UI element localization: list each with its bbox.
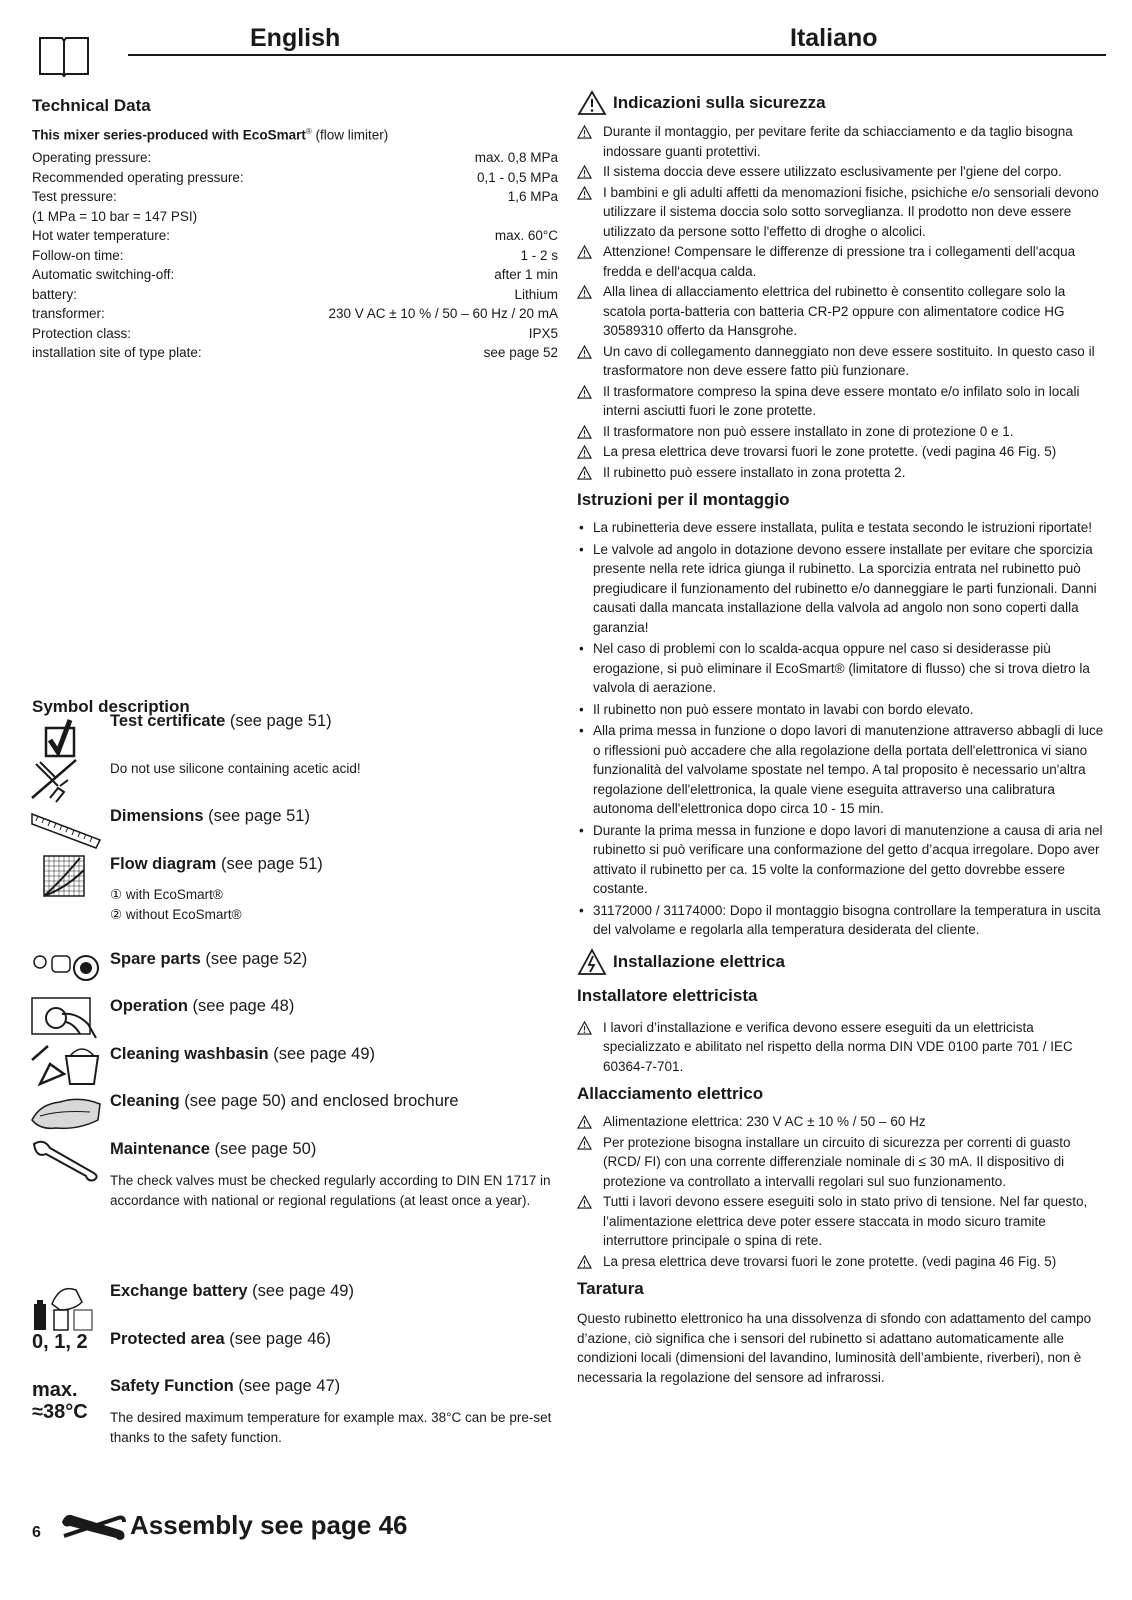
label-bold: Operation [110,997,188,1015]
cleaning-basin-label [110,1045,560,1064]
technical-data-table [32,148,558,363]
warning-item [577,342,1107,381]
assembly-instructions-list [577,518,1107,940]
warning-triangle-icon [577,245,592,259]
row-label: installation site of type plate: [32,345,202,360]
row-value: after 1 min [494,267,558,282]
warning-text: I bambini e gli adulti affetti da menomazioni fisiche, psichiche e/o sensoriali devono utilizzare il sistema doccia solo sotto sorveglianza. Il prodotto non deve essere utilizzato da persone sotto l'effetto di droghe o alcolici. [603,184,1099,239]
maintenance-note: The check valves must be checked regularly according to DIN EN 1717 in accordance with national or regional regulations (at least once a year). [110,1173,551,1208]
intro-registered: ® [305,127,312,136]
warning-text: Per protezione bisogna installare un circuito di sicurezza per correnti di guasto (RCD/ FI) con una corrente differenziale nominale di ≤ 30 mA. Il dispositivo di protezione va controllato a intervalli regolari sul suo funzionamento. [603,1134,1071,1189]
bullet-item: • Durante la prima messa in funzione e dopo lavori di manutenzione a causa di aria nel rubinetto si può verificare una conformazione del getto d’acqua irregolare. Dopo aver attivato il rubinetto per ca. 15 volte la conformazione del getto dovrebbe essere costante. [577,821,1107,899]
technical-data-intro [32,127,558,143]
language-heading-italian: Italiano [790,24,878,52]
row-label: Operating pressure: [32,150,152,165]
label-bold: Safety Function [110,1377,234,1395]
battery-exchange-icon [30,1280,102,1334]
label-bold: Protected area [110,1330,225,1348]
warning-text: La presa elettrica deve trovarsi fuori le zone protette. (vedi pagina 46 Fig. 5) [603,1253,1057,1269]
technical-data-row [32,343,558,363]
warning-text: Il trasformatore non può essere installato in zone di protezione 0 e 1. [603,423,1014,439]
bullet-item: • Nel caso di problemi con lo scalda-acqua oppure nel caso si desiderasse più erogazione, si può eliminare il EcoSmart® (limitatore di flusso) che si trova dietro la valvola di aerazione. [577,639,1107,698]
row-label: Follow-on time: [32,247,124,263]
technical-data-row [32,187,558,207]
label-bold: Test certificate [110,712,226,730]
electrical-heading [577,948,1107,976]
row-value: IPX5 [528,325,558,341]
protected-area-symbol: 0, 1, 2 [32,1331,88,1353]
technical-data-row [32,285,558,305]
row-value: 1 - 2 s [520,247,558,263]
row-label: Hot water temperature: [32,228,171,243]
safety-heading [577,90,1107,116]
safety-function-label [110,1377,560,1396]
warning-item [577,122,1107,161]
assembly-instructions-title: Istruzioni per il montaggio [577,490,790,509]
bullet-item: • Il rubinetto non può essere montato in lavabi con bordo elevato. [577,700,1107,720]
warning-text: Il trasformatore compreso la spina deve essere montato e/o infilato solo in locali interni asciutti fuori le zone protette. [603,383,1080,418]
technical-data-title: Technical Data [32,96,151,115]
maintenance-label [110,1140,560,1159]
operation-label [110,997,560,1016]
label-bold: Cleaning [110,1092,180,1110]
row-label: battery: [32,286,78,302]
row-value: 1,6 MPa [507,189,558,204]
technical-data-row [32,246,558,266]
warning-item [577,422,1107,442]
safety-symbol-max: max. [32,1379,78,1401]
label-bold: Spare parts [110,950,201,968]
warning-item [577,1018,1107,1077]
warning-triangle-icon [577,1115,592,1129]
warning-item [577,162,1107,182]
cleaning-cloth-icon [30,1090,102,1136]
warning-text: I lavori d’installazione e verifica devono essere eseguiti da un elettricista specializzato e abilitato nel rispetto della norma DIN VDE 0100 parte 701 / IEC 60364-7-701. [603,1019,1073,1074]
assembly-wrench-icon [60,1510,126,1546]
row-label: (1 MPa = 10 bar = 147 PSI) [32,208,198,224]
warning-triangle-icon [577,165,592,179]
bullet-item: • Alla prima messa in funzione o dopo lavori di manutenzione attraverso abbagli di luce o riflessioni può accadere che alla regolazione della portata dell'elettronica vi siano funzionalità del valvolame spostate nel tempo. A tal proposito è necessario un'altra regolazione dell'elettronica, la quale viene eseguita attraverso una calibratura autonoma dell'elettronica dopo circa 10 - 15 min. [577,721,1107,819]
warning-item [577,463,1107,483]
calibration-text: Questo rubinetto elettronico ha una dissolvenza di sfondo con adattamento del campo d’azione, ciò significa che i sensori del rubinetto si adattano automaticamente alle condizioni locali (dimensioni del lavandino, luminosità dell’ambiente, riverberi), non è necessaria la regolazione del sensore ad infrarossi. [577,1311,1092,1385]
warning-text: Durante il montaggio, per pevitare ferite da schiacciamento e da taglio bisogna indossare guanti protettivi. [603,124,1073,159]
label-ref: (see page 51) [225,712,332,730]
installer-title: Installatore elettricista [577,985,758,1005]
warning-item [577,1133,1107,1192]
warning-triangle-icon [577,425,592,439]
warning-item [577,1252,1107,1272]
dimensions-ruler-icon [30,804,102,850]
row-label: Automatic switching-off: [32,267,175,282]
label-ref: (see page 46) [224,1330,332,1348]
technical-data-row [32,324,558,344]
spare-parts-label [110,950,560,969]
silicone-gun-icon [30,758,102,804]
test-certificate-label [110,712,560,731]
label-ref: (see page 48) [187,997,295,1015]
label-ref: (see page 51) [216,855,323,873]
intro-rest: (flow limiter) [311,127,389,143]
electrical-title: Installazione elettrica [613,951,785,971]
warning-triangle-icon [577,385,592,399]
protected-area-label [110,1330,560,1349]
cleaning-basin-icon [30,1040,102,1086]
warning-item [577,242,1107,281]
label-bold: Cleaning washbasin [110,1045,269,1063]
technical-data-row [32,207,558,227]
warning-triangle-icon [577,445,592,459]
connection-title: Allacciamento elettrico [577,1084,764,1103]
cleaning-label [110,1092,560,1111]
safety-note: The desired maximum temperature for example max. 38°C can be pre-set thanks to the safety function. [110,1410,552,1445]
warning-triangle-icon [577,466,592,480]
bullet-item: • 31172000 / 31174000: Dopo il montaggio bisogna controllare la temperatura in uscita del valvolame e regolarla alla temperatura desiderata del cliente. [577,901,1107,940]
italian-column [577,90,1107,1387]
warning-icon [577,90,607,116]
technical-data-row [32,168,558,188]
warning-item [577,382,1107,421]
label-ref: (see page 50) and enclosed brochure [179,1092,459,1110]
warning-text: Alimentazione elettrica: 230 V AC ± 10 % / 50 – 60 Hz [603,1114,926,1129]
safety-list [577,122,1107,482]
intro-bold: This mixer series-produced with EcoSmart [32,127,306,143]
technical-data-row [32,226,558,246]
spare-parts-icon [30,946,102,992]
row-label: Test pressure: [32,189,117,204]
warning-text: La presa elettrica deve trovarsi fuori le zone protette. (vedi pagina 46 Fig. 5) [603,444,1057,459]
warning-item [577,183,1107,242]
battery-label [110,1282,560,1301]
flow-legend-1: ① with EcoSmart® [110,887,223,902]
row-label: transformer: [32,306,105,321]
flow-diagram-icon [30,852,102,902]
warning-triangle-icon [577,345,592,359]
warning-triangle-icon [577,1136,592,1150]
warning-text: Attenzione! Compensare le differenze di pressione tra i collegamenti dell'acqua fredda e dell'acqua calda. [603,244,1076,279]
label-ref: (see page 49) [247,1282,354,1300]
warning-item [577,1192,1107,1251]
row-label: Protection class: [32,325,132,341]
label-ref: (see page 51) [203,807,310,825]
warning-text: Il sistema doccia deve essere utilizzato esclusivamente per l'giene del corpo. [603,164,1062,179]
warning-triangle-icon [577,1195,592,1209]
row-value: 0,1 - 0,5 MPa [476,169,558,185]
safety-title: Indicazioni sulla sicurezza [613,93,826,112]
warning-text: Alla linea di allacciamento elettrica del rubinetto è consentito collegare solo la scatola porta-batteria con batteria CR-P2 oppure con alimentatore codice HG 30589310 offerto da Hansgrohe. [603,284,1066,338]
manual-book-icon [38,34,90,78]
operation-hand-icon [30,994,102,1040]
label-ref: (see page 50) [209,1140,317,1158]
technical-data-row [32,304,558,324]
row-value: Lithium [514,286,558,302]
wrench-icon [30,1136,102,1182]
header-rule [128,54,1106,56]
label-bold: Flow diagram [110,855,217,873]
warning-triangle-icon [577,1021,592,1035]
installer-list [577,1018,1107,1077]
electrical-warning-icon [577,948,607,976]
warning-triangle-icon [577,285,592,299]
dimensions-label [110,807,560,826]
label-ref: (see page 52) [200,950,308,968]
technical-data-row [32,148,558,168]
row-value: max. 60°C [494,228,558,243]
assembly-reference: Assembly see page 46 [130,1510,408,1540]
warning-text: Il rubinetto può essere installato in zona protetta 2. [603,464,906,480]
technical-data-row [32,265,558,285]
calibration-title: Taratura [577,1279,644,1298]
label-ref: (see page 49) [268,1045,376,1063]
row-value: see page 52 [483,345,558,360]
label-bold: Maintenance [110,1140,210,1158]
label-bold: Dimensions [110,807,204,825]
warning-item [577,282,1107,341]
warning-text: Tutti i lavori devono essere eseguiti solo in stato privo di tensione. Nel far questo, l’alimentazione elettrica deve poter essere staccata in modo sicuro tramite interruttore principale o spina di rete. [603,1194,1088,1248]
safety-symbol-temp: ≈38°C [32,1401,88,1423]
warning-item [577,1112,1107,1132]
warning-triangle-icon [577,1255,592,1269]
row-value: max. 0,8 MPa [474,150,558,165]
warning-text: Un cavo di collegamento danneggiato non deve essere sostituito. In questo caso il trasformatore non deve essere fatto più funzionare. [603,343,1095,378]
language-heading-english: English [250,24,341,52]
silicone-note: Do not use silicone containing acetic acid! [110,761,361,776]
bullet-item: • La rubinetteria deve essere installata, pulita e testata secondo le istruzioni riportate! [577,518,1107,538]
label-bold: Exchange battery [110,1282,248,1300]
row-value: 230 V AC ± 10 % / 50 – 60 Hz / 20 mA [328,306,558,321]
symbol-description-title: Symbol description [32,697,190,716]
flow-legend-2: ② without EcoSmart® [110,907,242,922]
label-ref: (see page 47) [233,1377,341,1395]
warning-item [577,442,1107,462]
warning-triangle-icon [577,186,592,200]
warning-triangle-icon [577,125,592,139]
bullet-item: • Le valvole ad angolo in dotazione devono essere installate per evitare che sporcizia presente nella rete idrica giunga il rubinetto. La sporcizia entrata nel rubinetto può pregiudicare il funzionamento del rubinetto e/o danneggiare le parti funzionali. Danni causati dalla mancata installazione della valvola ad angolo non sono coperti dalla garanzia! [577,540,1107,638]
row-label: Recommended operating pressure: [32,169,244,185]
flow-diagram-label [110,855,560,874]
page-number: 6 [32,1524,41,1541]
connection-list [577,1112,1107,1271]
